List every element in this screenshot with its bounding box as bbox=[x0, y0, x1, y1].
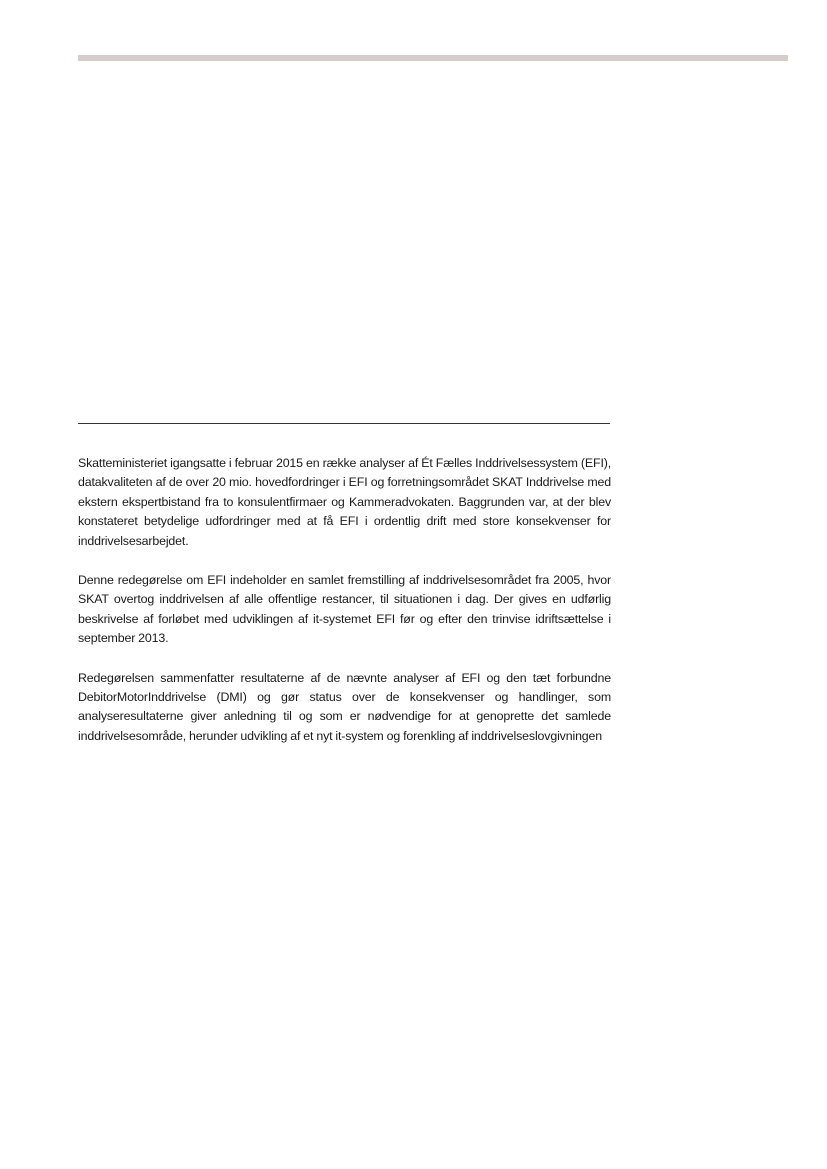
body-text bbox=[78, 454, 611, 766]
paragraph-summary: Redegørelsen sammenfatter resultaterne af de nævnte analyser af EFI og den tæt forbundne DebitorMotorInddrivelse (DMI) og gør status over de konsekvenser og handlinger, som analyseresultaterne giver anledning til og som er nødvendige for at genoprette det samlede inddrivelsesområde, herunder udvikling af et nyt it-system og forenkling af inddrivelseslovgivningen bbox=[78, 670, 611, 743]
top-rule bbox=[78, 55, 788, 61]
paragraph-overview: Denne redegørelse om EFI indeholder en samlet fremstilling af inddrivelsesområdet fra 2005, hvor SKAT overtog inddrivelsen af alle offentlige restancer, til situationen i dag. Der gives en udførlig beskrivelse af forløbet med udviklingen af it-systemet EFI før og efter den trinvise idriftsættelse i september 2013. bbox=[78, 573, 611, 646]
paragraph-intro: Skatteministeriet igangsatte i februar 2015 en række analyser af Ét Fælles Inddrivelsessystem (EFI), datakvaliteten af de over 20 mio. hovedfordringer i EFI og forretningsområdet SKAT Inddrivelse med ekstern ekspertbistand fra to konsulentfirmaer og Kammeradvokaten. Baggrunden var, at der blev konstateret betydelige udfordringer med at få EFI i ordentlig drift med store konsekvenser for inddrivelsesarbejdet. bbox=[78, 456, 611, 548]
section-divider bbox=[78, 423, 610, 424]
